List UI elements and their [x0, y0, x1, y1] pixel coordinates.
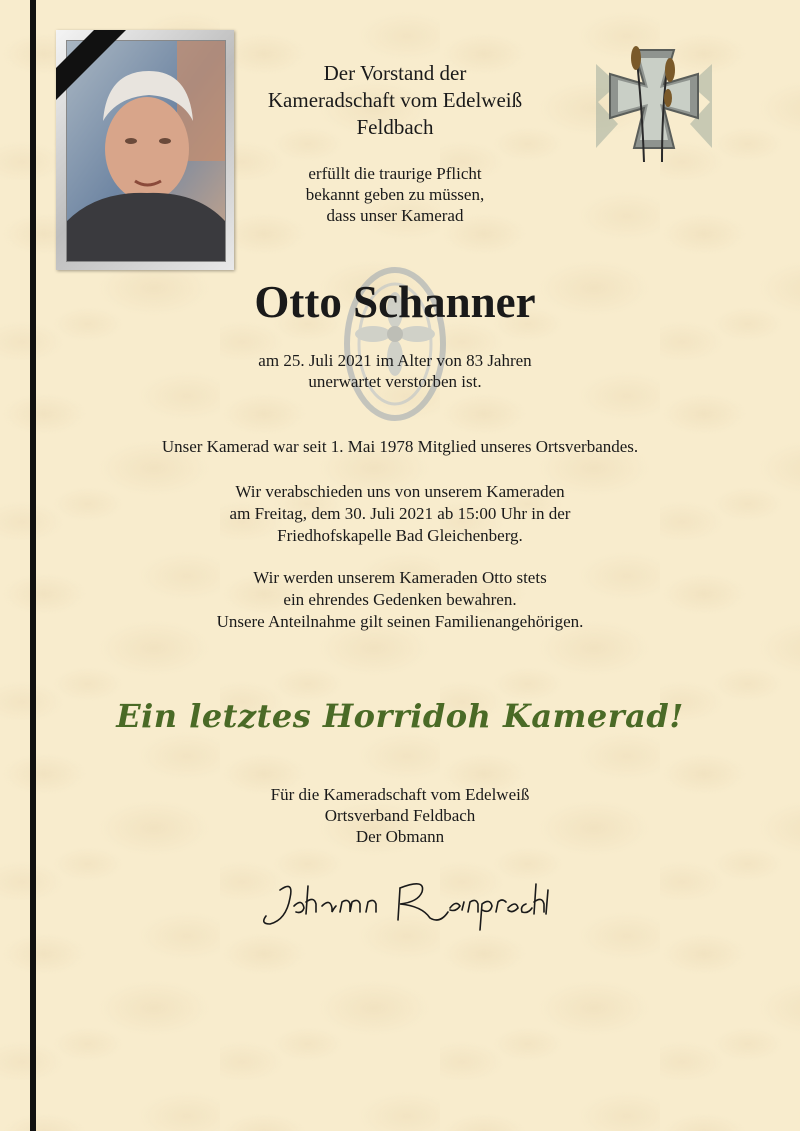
- header-title-line: Feldbach: [356, 115, 434, 139]
- farewell-salute: Ein letztes Horridoh Kamerad!: [116, 697, 684, 735]
- remembrance-line: ein ehrendes Gedenken bewahren.: [283, 590, 517, 609]
- funeral-line: Friedhofskapelle Bad Gleichenberg.: [277, 526, 523, 545]
- header-title-line: Der Vorstand der: [323, 61, 467, 85]
- mourning-border: [30, 0, 36, 1131]
- iron-cross-wheat-icon: [588, 44, 720, 168]
- deceased-name: Otto Schanner: [254, 277, 536, 327]
- handwritten-signature: [250, 868, 550, 938]
- header-title: [200, 60, 590, 141]
- signoff-line: Ortsverband Feldbach: [324, 806, 476, 825]
- intro-text: [200, 163, 590, 226]
- death-line: unerwartet verstorben ist.: [308, 372, 482, 391]
- signoff-line: Für die Kameradschaft vom Edelweiß: [270, 785, 530, 804]
- death-notice: [200, 350, 590, 392]
- remembrance-text: [60, 567, 740, 633]
- intro-line: dass unser Kamerad: [326, 206, 464, 225]
- signoff-block: [150, 784, 650, 847]
- remembrance-line: Wir werden unserem Kameraden Otto stets: [253, 568, 547, 587]
- membership-text: Unser Kamerad war seit 1. Mai 1978 Mitglied unseres Ortsverbandes.: [161, 437, 639, 456]
- remembrance-line: Unsere Anteilnahme gilt seinen Familienangehörigen.: [216, 612, 584, 631]
- death-line: am 25. Juli 2021 im Alter von 83 Jahren: [258, 351, 532, 370]
- funeral-line: am Freitag, dem 30. Juli 2021 ab 15:00 Uhr in der: [229, 504, 571, 523]
- intro-line: bekannt geben zu müssen,: [305, 185, 485, 204]
- signoff-line: Der Obmann: [355, 827, 445, 846]
- header-title-line: Kameradschaft vom Edelweiß: [267, 88, 523, 112]
- funeral-details: [60, 481, 740, 547]
- intro-line: erfüllt die traurige Pflicht: [308, 164, 482, 183]
- funeral-line: Wir verabschieden uns von unserem Kameraden: [235, 482, 565, 501]
